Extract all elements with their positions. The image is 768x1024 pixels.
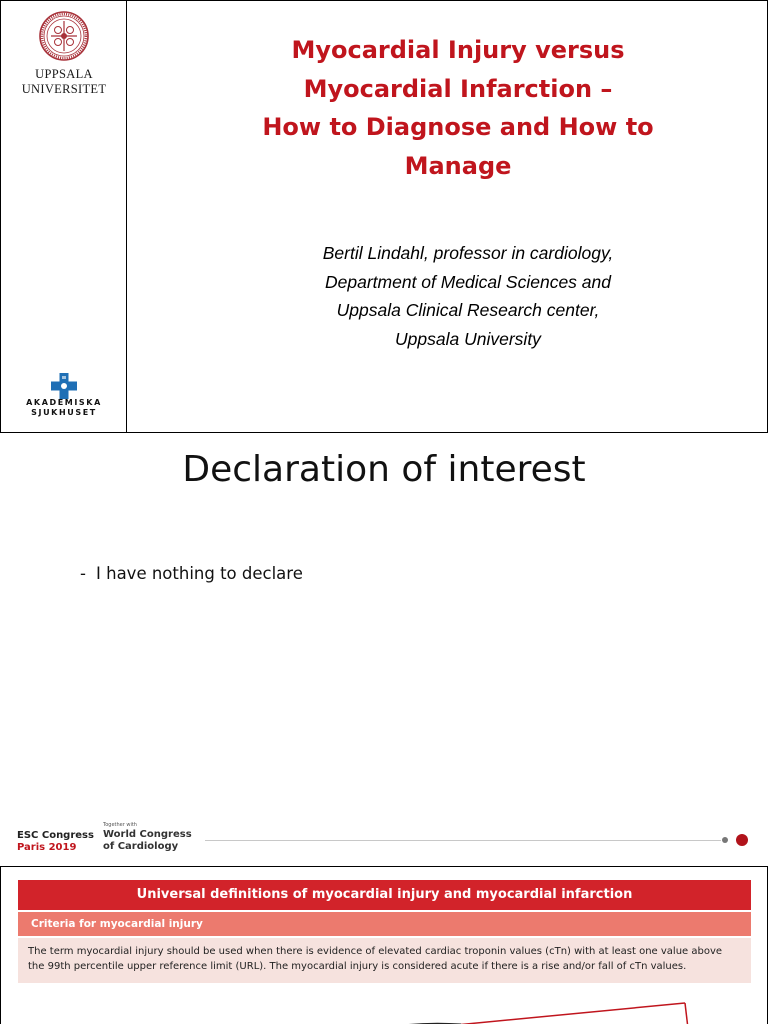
criteria-body xyxy=(18,938,751,983)
logo-column xyxy=(1,1,127,432)
hospital-name xyxy=(1,398,127,418)
title-line: How to Diagnose and How to xyxy=(262,113,654,141)
author-line: Department of Medical Sciences and xyxy=(325,271,611,292)
author-line: Uppsala Clinical Research center, xyxy=(336,300,600,320)
partial-diagram-graphic xyxy=(331,997,711,1024)
footer-divider xyxy=(205,840,721,841)
author-line: Uppsala University xyxy=(395,328,541,349)
world-congress-line: World Congress xyxy=(103,829,192,840)
university-name-line: UPPSALA xyxy=(35,67,93,81)
definitions-slide xyxy=(0,866,768,1024)
hospital-name-line: SJUKHUSET xyxy=(31,408,97,417)
footer-dot-red-icon xyxy=(736,834,748,846)
esc-congress-location: Paris 2019 xyxy=(17,842,77,853)
esc-congress-logo xyxy=(17,830,94,854)
title-slide xyxy=(0,0,768,433)
title-line: Myocardial Injury versus xyxy=(291,36,625,64)
world-congress-line: of Cardiology xyxy=(103,841,179,852)
bullet-text: I have nothing to declare xyxy=(96,564,303,583)
author-affiliation xyxy=(263,239,673,353)
title-line: Myocardial Infarction – xyxy=(303,74,613,103)
title-line: Manage xyxy=(404,151,512,180)
uppsala-university-seal-icon xyxy=(39,11,89,61)
university-name-line: UNIVERSITET xyxy=(21,82,107,96)
presentation-title xyxy=(237,31,679,185)
author-line: Bertil Lindahl, professor in cardiology, xyxy=(322,243,614,263)
bullet-item xyxy=(80,563,303,585)
footer-dot-grey-icon xyxy=(722,837,728,843)
criteria-body-line: The term myocardial injury should be used when there is evidence of elevated cardiac troponin values (cTn) with at least one value above xyxy=(28,946,723,957)
university-name xyxy=(1,67,127,97)
criteria-subheader: Criteria for myocardial injury xyxy=(18,912,751,936)
bullet-dash: - xyxy=(80,564,86,583)
definitions-header: Universal definitions of myocardial injury and myocardial infarction xyxy=(18,880,751,910)
declaration-slide xyxy=(0,443,768,859)
criteria-body-line: the 99th percentile upper reference limit (URL). The myocardial injury is considered acute if there is a rise and/or fall of cTn values. xyxy=(28,961,687,972)
slide-title: Declaration of interest xyxy=(182,449,586,490)
hospital-name-line: AKADEMISKA xyxy=(26,398,102,407)
world-congress-logo xyxy=(103,821,192,853)
akademiska-sjukhuset-cross-icon xyxy=(51,373,77,399)
together-with-label: Together with xyxy=(103,822,137,828)
esc-congress-name: ESC Congress xyxy=(17,830,94,841)
